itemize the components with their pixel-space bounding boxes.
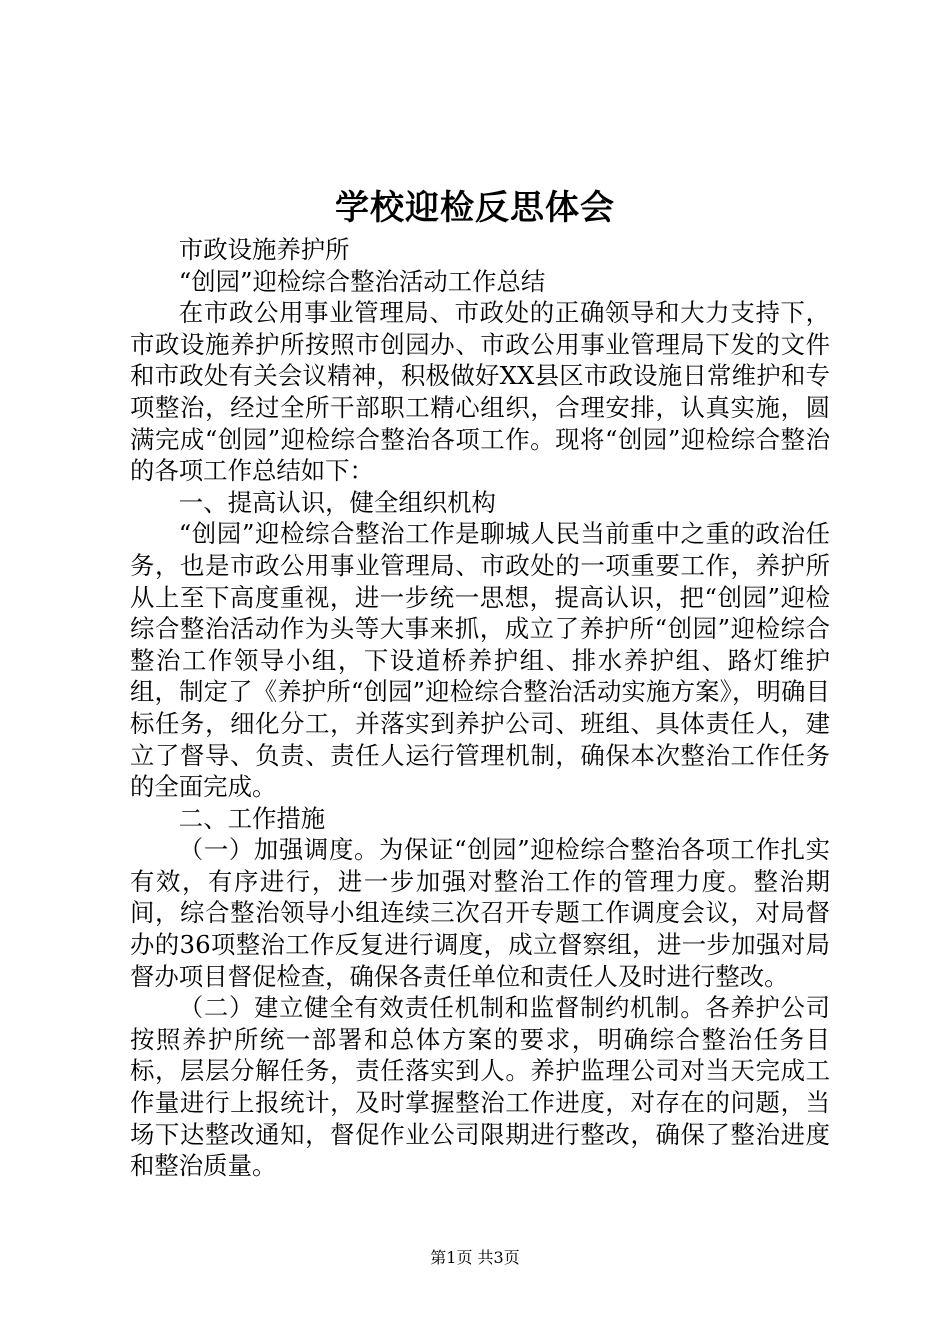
document-body <box>130 234 830 1182</box>
paragraph-subtitle: “创园”迎检综合整治活动工作总结 <box>178 266 546 296</box>
paragraph-intro: 在市政公用事业管理局、市政处的正确领导和大力支持下，市政设施养护所按照市创园办、市政公用事业管理局下发的文件和市政处有关会议精神，积极做好XX县区市政设施日常维护和专项整治，经过全所干部职工精心组织，合理安排，认真实施，圆满完成“创园”迎检综合整治各项工作。现将“创园”迎检综合整治的各项工作总结如下： <box>130 298 830 486</box>
page-footer: 第1页 共3页 <box>430 1248 520 1267</box>
section-heading-1: 一、提高认识，健全组织机构 <box>178 487 496 517</box>
document-title: 学校迎检反思体会 <box>335 188 615 228</box>
paragraph-measure-1: （一）加强调度。为保证“创园”迎检综合整治各项工作扎实有效，有序进行，进一步加强对整治工作的管理力度。整治期间，综合整治领导小组连续三次召开专题工作调度会议，对局督办的36项整治工作反复进行调度，成立督察组，进一步加强对局督办项目督促检查，确保各责任单位和责任人及时进行整改。 <box>130 835 830 991</box>
paragraph-measure-2: （二）建立健全有效责任机制和监督制约机制。各养护公司按照养护所统一部署和总体方案的要求，明确综合整治任务目标，层层分解任务，责任落实到人。养护监理公司对当天完成工作量进行上报统计，及时掌握整治工作进度，对存在的问题，当场下达整改通知，督促作业公司限期进行整改，确保了整治进度和整治质量。 <box>130 993 830 1181</box>
paragraph-section-1: “创园”迎检综合整治工作是聊城人民当前重中之重的政治任务，也是市政公用事业管理局、市政处的一项重要工作，养护所从上至下高度重视，进一步统一思想，提高认识，把“创园”迎检综合整治活动作为头等大事来抓，成立了养护所“创园”迎检综合整治工作领导小组，下设道桥养护组、排水养护组、路灯维护组，制定了《养护所“创园”迎检综合整治活动实施方案》，明确目标任务，细化分工，并落实到养护公司、班组、具体责任人，建立了督导、负责、责任人运行管理机制，确保本次整治工作任务的全面完成。 <box>130 519 830 802</box>
section-heading-2: 二、工作措施 <box>178 803 326 833</box>
paragraph-org: 市政设施养护所 <box>178 235 350 264</box>
